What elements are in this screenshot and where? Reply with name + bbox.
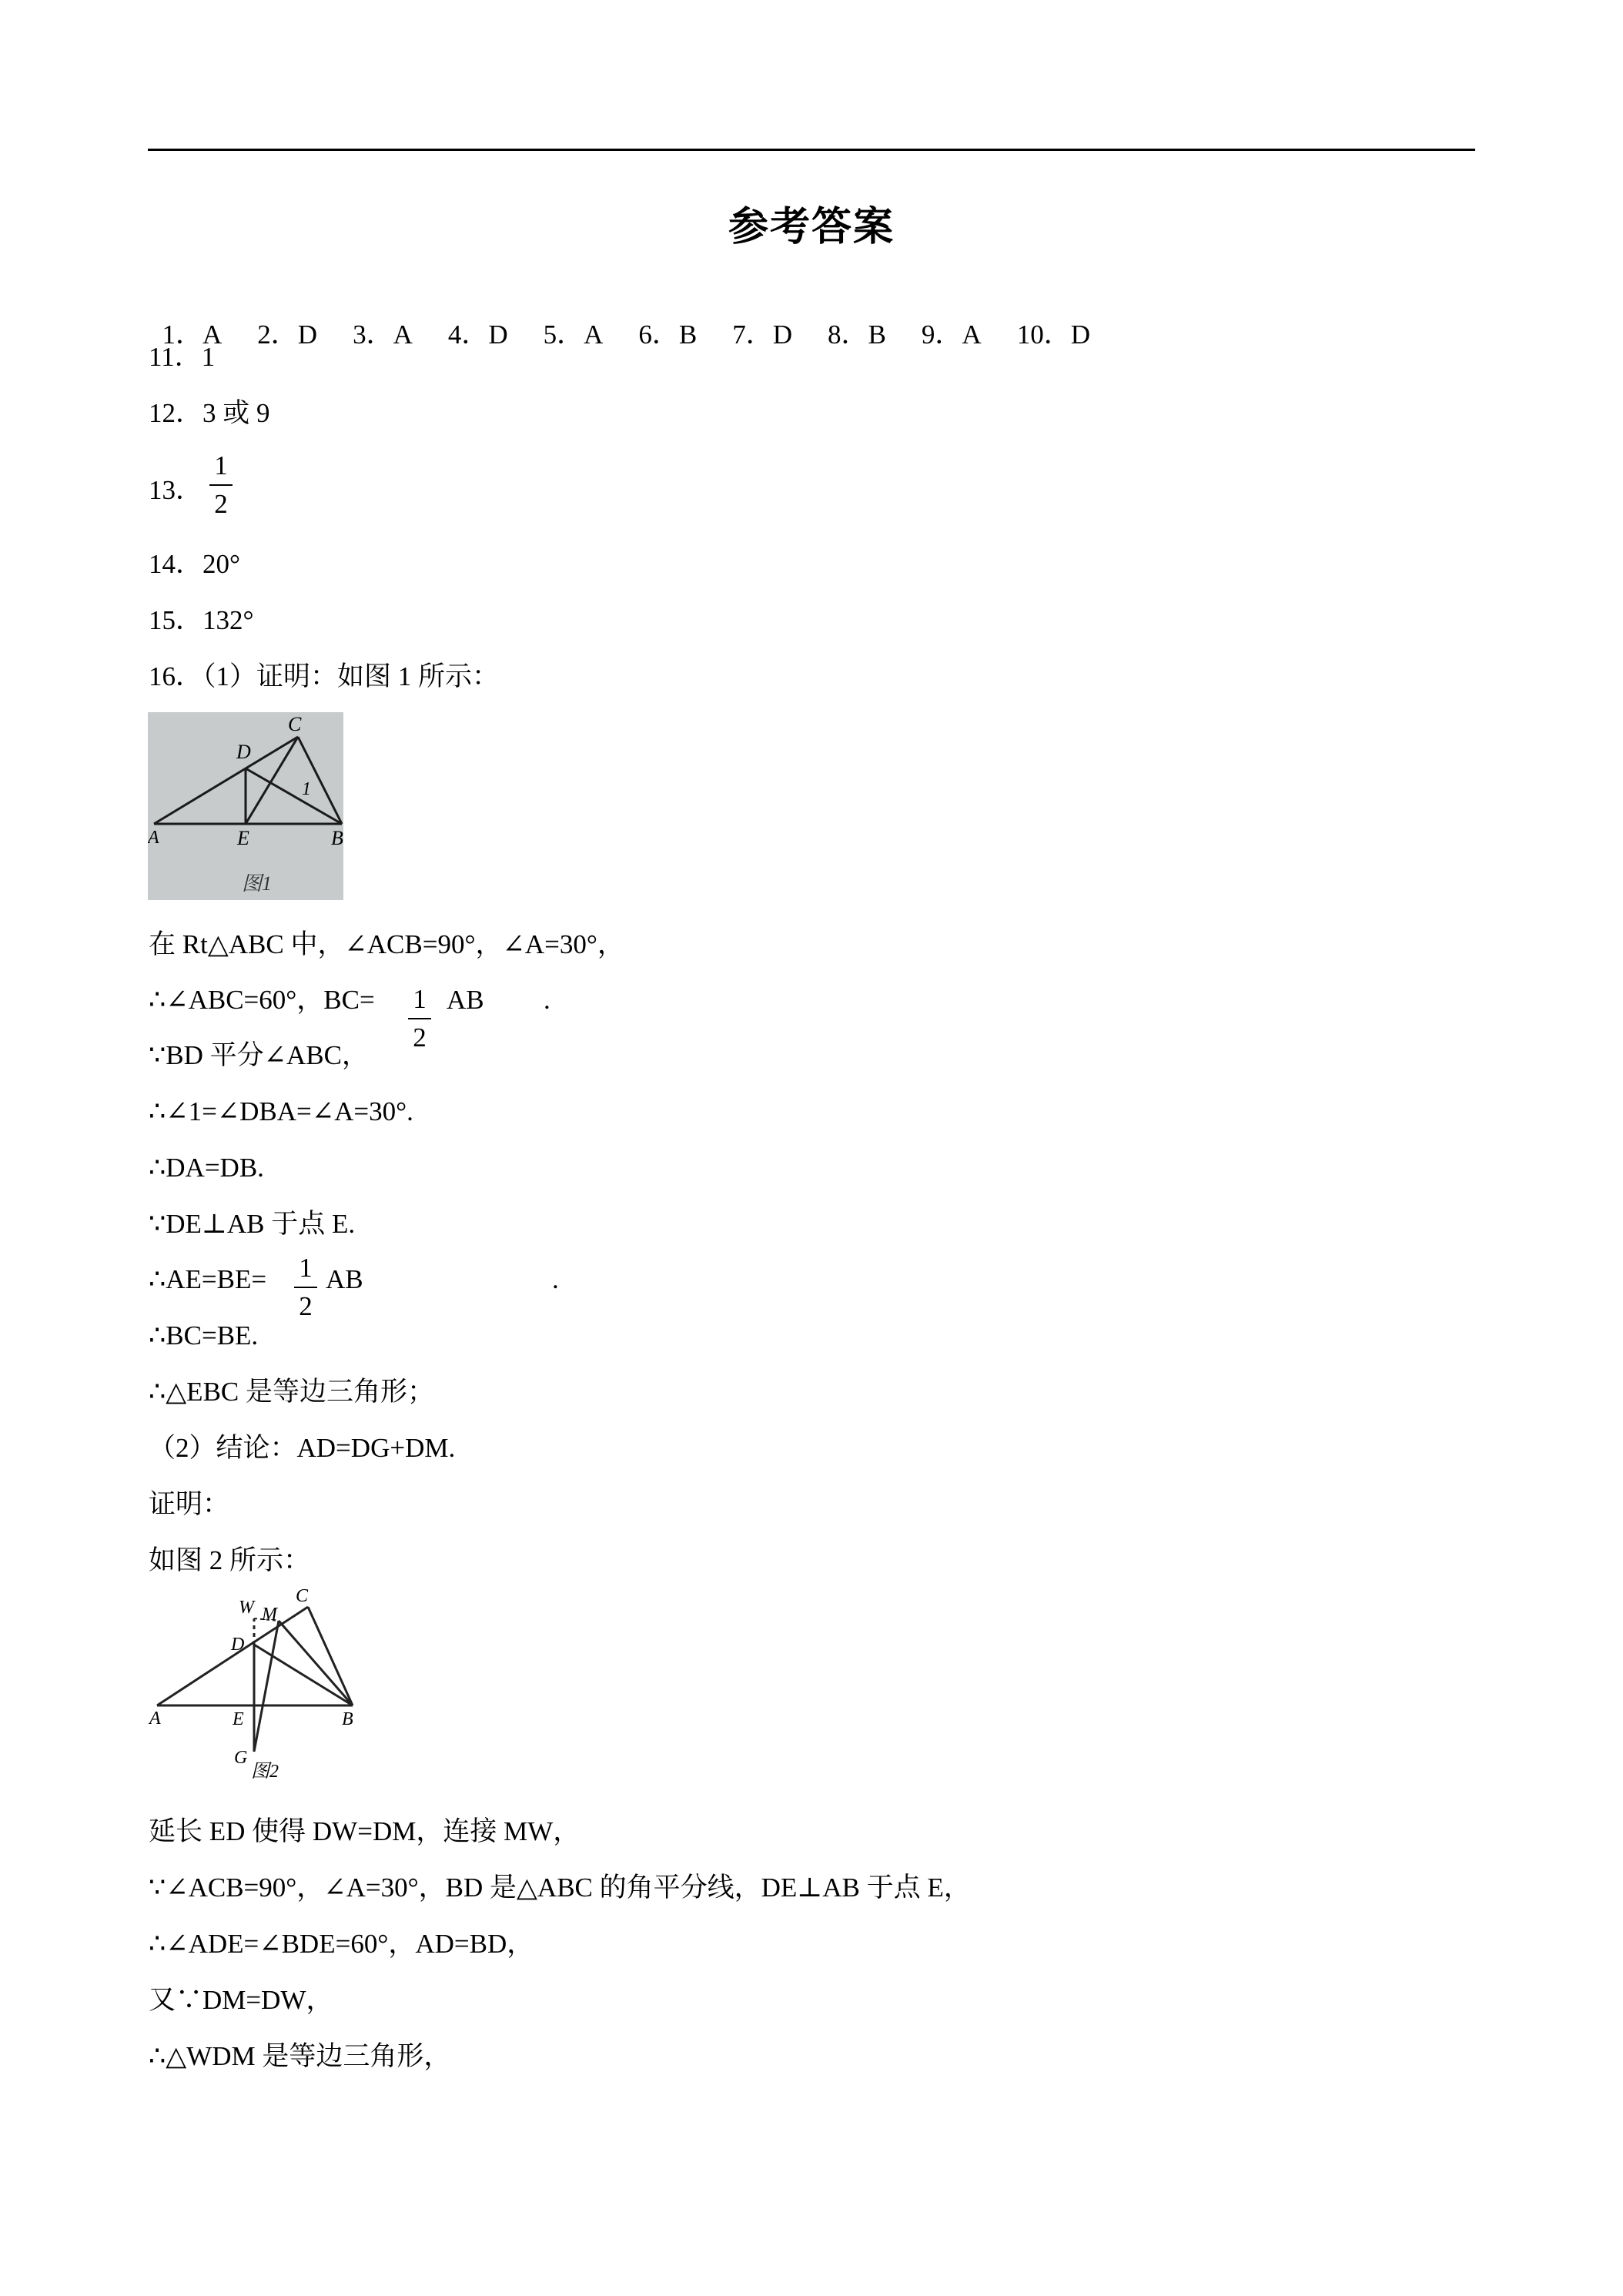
answer-14: 14．20° [149,549,240,579]
segment-mb [279,1621,353,1705]
proof1-line2-suffix: AB [447,985,484,1015]
fraction-denominator: 2 [214,489,228,519]
label-m: M [262,1605,277,1625]
answer-7: 7．D [732,320,793,350]
fraction-numerator: 1 [299,1253,313,1283]
answer-2: 2．D [257,320,318,350]
proof1-line7-fraction [294,1253,317,1322]
proof1-line1: 在 Rt△ABC 中，∠ACB=90°，∠A=30°， [149,929,624,959]
fraction-bar [294,1287,317,1288]
proof1-line2-prefix: ∴∠ABC=60°，BC= [149,985,375,1015]
fraction-bar [408,1018,431,1019]
part2-conclusion: （2）结论：AD=DG+DM. [149,1433,456,1463]
answer-5: 5．A [543,320,604,350]
answer-8: 8．B [828,320,886,350]
proof1-line4: ∴∠1=∠DBA=∠A=30°. [149,1096,413,1126]
label-c: C [296,1586,309,1606]
answer-4: 4．D [447,320,508,350]
label-e: E [233,1709,244,1729]
segment-ec [246,737,298,824]
proof2-line5: ∴△WDM 是等边三角形， [149,2041,451,2071]
proof1-line6: ∵DE⊥AB 于点 E. [149,1209,356,1239]
proof1-line2-fraction [408,984,431,1053]
fraction-bar [209,484,233,486]
proof1-line9: ∴△EBC 是等边三角形； [149,1377,435,1407]
label-d: D [231,1635,245,1655]
proof2-line4: 又∵DM=DW， [149,1985,333,2015]
fraction-denominator: 2 [299,1291,313,1321]
fraction-numerator: 1 [214,450,228,480]
page-title: 参考答案 [728,204,895,250]
figure-1-caption: 图1 [242,872,273,895]
answer-16-intro: 16．（1）证明：如图 1 所示： [149,661,500,691]
label-a: A [149,1709,161,1729]
segment-ac [157,1607,308,1705]
label-w: W [239,1598,254,1618]
proof1-line2-dot: . [544,985,550,1015]
figure-2-diagram [146,1578,370,1779]
choice-answers-row [149,284,1126,352]
proof2-line3: ∴∠ADE=∠BDE=60°，AD=BD， [149,1929,534,1959]
answer-6: 6．B [638,320,698,350]
label-c: C [288,713,302,735]
answer-3: 3．A [353,320,413,350]
answer-11: 11．1 [149,342,216,372]
label-a: A [148,828,159,848]
answer-1: 1．A [162,320,223,350]
fraction-denominator: 2 [413,1022,427,1053]
part2-proof-label: 证明： [149,1489,230,1519]
answer-9: 9．A [921,320,982,350]
answer-12: 12．3 或 9 [149,398,270,428]
proof1-line8: ∴BC=BE. [149,1320,259,1350]
label-e: E [237,827,249,849]
figure-1 [148,712,343,900]
answer-13-fraction [209,450,233,520]
label-angle-1: 1 [302,779,311,799]
label-b: B [342,1709,353,1729]
label-b: B [331,827,343,849]
proof2-line1: 延长 ED 使得 DW=DM，连接 MW， [149,1816,581,1846]
proof1-line7-suffix: AB [326,1264,363,1294]
label-d: D [236,741,251,763]
answer-10: 10．D [1016,320,1090,350]
fraction-numerator: 1 [413,984,427,1014]
label-g: G [234,1748,248,1768]
figure-1-diagram [148,712,343,900]
proof1-line5: ∴DA=DB. [149,1153,264,1183]
answer-13-label: 13． [149,475,203,505]
answer-15: 15．132° [149,605,254,635]
header-rule [148,149,1475,151]
part2-figure-ref: 如图 2 所示： [149,1545,311,1575]
segment-ac [154,737,298,824]
proof2-line2: ∵∠ACB=90°，∠A=30°，BD 是△ABC 的角平分线，DE⊥AB 于点 E， [149,1873,971,1903]
proof1-line3: ∵BD 平分∠ABC， [149,1040,369,1070]
proof1-line7-dot: . [552,1264,559,1294]
figure-2-caption: 图2 [251,1762,279,1779]
figure-2 [146,1578,370,1779]
proof1-line7-prefix: ∴AE=BE= [149,1264,267,1294]
